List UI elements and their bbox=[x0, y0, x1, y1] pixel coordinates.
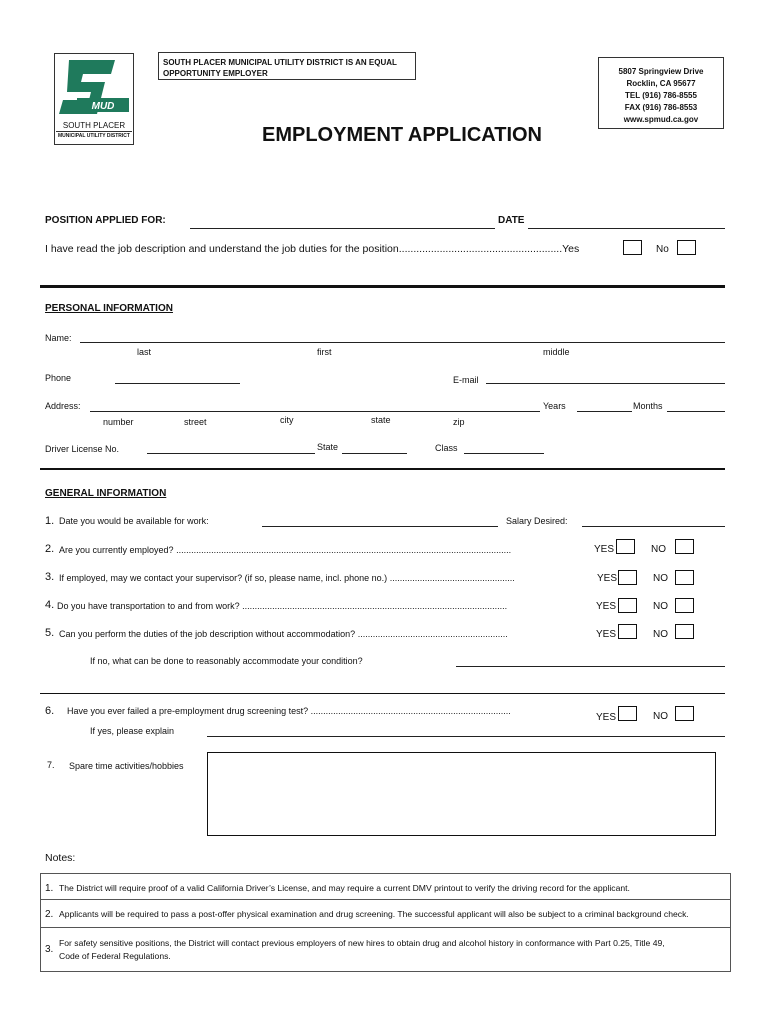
q5-no-label: NO bbox=[653, 629, 668, 640]
q5-followup-text: If no, what can be done to reasonably accommodate your condition? bbox=[90, 656, 363, 666]
note-3-number: 3. bbox=[45, 944, 54, 955]
note-2-number: 2. bbox=[45, 909, 54, 920]
q6-yes-checkbox[interactable] bbox=[618, 706, 637, 721]
svg-text:MUD: MUD bbox=[91, 101, 115, 112]
last-name-caption: last bbox=[137, 347, 152, 357]
q4-text: Do you have transportation to and from work? .......................................................................................................... bbox=[57, 601, 508, 611]
q6-no-label: NO bbox=[653, 711, 668, 722]
address-zip-caption: zip bbox=[453, 417, 465, 427]
first-name-caption: first bbox=[317, 347, 332, 357]
driver-license-field[interactable] bbox=[147, 453, 315, 454]
q3-yes-checkbox[interactable] bbox=[618, 570, 637, 585]
q5-no-checkbox[interactable] bbox=[675, 624, 694, 639]
q2-yes-label: YES bbox=[594, 544, 615, 555]
available-date-field[interactable] bbox=[262, 526, 498, 527]
email-label: E-mail bbox=[453, 375, 479, 385]
address-number-caption: number bbox=[103, 417, 134, 427]
email-field[interactable] bbox=[486, 383, 725, 384]
phone-label: Phone bbox=[45, 373, 72, 383]
position-label: POSITION APPLIED FOR: bbox=[45, 215, 166, 226]
driver-license-label: Driver License No. bbox=[45, 444, 120, 454]
q6-number: 6. bbox=[45, 705, 55, 717]
q4-no-label: NO bbox=[653, 601, 668, 612]
logo-name: SOUTH PLACER bbox=[62, 121, 126, 130]
q5-yes-checkbox[interactable] bbox=[618, 624, 637, 639]
dl-state-label: State bbox=[317, 442, 339, 452]
personal-info-heading: PERSONAL INFORMATION bbox=[45, 303, 173, 314]
q5-text: Can you perform the duties of the job description without accommodation? ............................................................ bbox=[59, 629, 508, 639]
years-label: Years bbox=[543, 401, 566, 411]
general-info-heading: GENERAL INFORMATION bbox=[45, 488, 167, 499]
note-2-text: Applicants will be required to pass a post-offer physical examination and drug screening. The successful applicant will also be subject to a criminal background check. bbox=[59, 909, 689, 919]
position-field[interactable] bbox=[190, 228, 495, 229]
q7-number: 7. bbox=[47, 760, 55, 770]
hobbies-textarea[interactable] bbox=[207, 752, 716, 836]
note-divider bbox=[40, 899, 731, 900]
months-label: Months bbox=[633, 401, 663, 411]
job-description-statement: I have read the job description and understand the job duties for the position........................................................Yes bbox=[45, 243, 580, 255]
q1-number: 1. bbox=[45, 515, 55, 527]
drug-test-explain-field[interactable] bbox=[207, 736, 725, 737]
address-field[interactable] bbox=[90, 411, 540, 412]
q2-number: 2. bbox=[45, 543, 55, 555]
note-3-text-line2: Code of Federal Regulations. bbox=[59, 951, 171, 961]
months-field[interactable] bbox=[667, 411, 725, 412]
q3-number: 3. bbox=[45, 571, 55, 583]
dl-state-field[interactable] bbox=[342, 453, 407, 454]
q3-no-checkbox[interactable] bbox=[675, 570, 694, 585]
job-description-no-label: No bbox=[656, 244, 669, 255]
q6-followup-text: If yes, please explain bbox=[90, 726, 175, 736]
q3-no-label: NO bbox=[653, 573, 668, 584]
note-1-number: 1. bbox=[45, 883, 54, 894]
address-state-caption: state bbox=[371, 415, 391, 425]
q3-text: If employed, may we contact your supervisor? (if so, please name, incl. phone no.) .................................................. bbox=[59, 573, 515, 583]
accommodation-field[interactable] bbox=[456, 666, 725, 667]
q4-yes-checkbox[interactable] bbox=[618, 598, 637, 613]
q6-yes-label: YES bbox=[596, 712, 617, 723]
q4-number: 4. bbox=[45, 599, 55, 611]
dl-class-label: Class bbox=[435, 443, 458, 453]
years-field[interactable] bbox=[577, 411, 632, 412]
divider bbox=[40, 285, 725, 288]
job-description-no-checkbox[interactable] bbox=[677, 240, 696, 255]
q6-text: Have you ever failed a pre-employment drug screening test? ................................................................................ bbox=[67, 706, 511, 716]
q5-number: 5. bbox=[45, 627, 55, 639]
address-label: Address: bbox=[45, 401, 81, 411]
note-divider bbox=[40, 927, 731, 928]
salary-label: Salary Desired: bbox=[506, 516, 568, 526]
salary-field[interactable] bbox=[582, 526, 725, 527]
q3-yes-label: YES bbox=[597, 573, 618, 584]
q7-text: Spare time activities/hobbies bbox=[69, 761, 184, 771]
note-1-text: The District will require proof of a valid California Driver’s License, and may require a current DMV printout to verify the driving record for the applicant. bbox=[59, 883, 630, 893]
q2-no-label: NO bbox=[651, 544, 666, 555]
middle-name-caption: middle bbox=[543, 347, 570, 357]
date-label: DATE bbox=[498, 215, 525, 226]
q2-yes-checkbox[interactable] bbox=[616, 539, 635, 554]
dl-class-field[interactable] bbox=[464, 453, 544, 454]
district-logo bbox=[54, 53, 134, 145]
spmud-logo-icon bbox=[55, 56, 133, 120]
q2-text: Are you currently employed? ...................................................................................................................................... bbox=[59, 545, 512, 555]
address-city-caption: city bbox=[280, 415, 294, 425]
logo-subname: MUNICIPAL UTILITY DISTRICT bbox=[56, 131, 132, 139]
name-field[interactable] bbox=[80, 342, 725, 343]
q6-no-checkbox[interactable] bbox=[675, 706, 694, 721]
q4-no-checkbox[interactable] bbox=[675, 598, 694, 613]
q1-text: Date you would be available for work: bbox=[59, 516, 209, 526]
notes-heading: Notes: bbox=[45, 852, 76, 864]
form-title: EMPLOYMENT APPLICATION bbox=[262, 124, 542, 146]
eeo-statement: SOUTH PLACER MUNICIPAL UTILITY DISTRICT IS AN EQUAL OPPORTUNITY EMPLOYER bbox=[158, 52, 416, 80]
date-field[interactable] bbox=[528, 228, 725, 229]
q2-no-checkbox[interactable] bbox=[675, 539, 694, 554]
note-3-text-line1: For safety sensitive positions, the District will contact previous employers of new hires to obtain drug and alcohol history in conformance with Part 0.25, Title 49, bbox=[59, 938, 665, 948]
phone-field[interactable] bbox=[115, 383, 240, 384]
q4-yes-label: YES bbox=[596, 601, 617, 612]
divider bbox=[40, 693, 725, 694]
job-description-yes-checkbox[interactable] bbox=[623, 240, 642, 255]
divider bbox=[40, 468, 725, 470]
q5-yes-label: YES bbox=[596, 629, 617, 640]
name-label: Name: bbox=[45, 333, 72, 343]
address-street-caption: street bbox=[184, 417, 207, 427]
district-address: 5807 Springview Drive Rocklin, CA 95677 TEL (916) 786-8555 FAX (916) 786-8553 www.spmud.ca.gov bbox=[598, 57, 724, 129]
